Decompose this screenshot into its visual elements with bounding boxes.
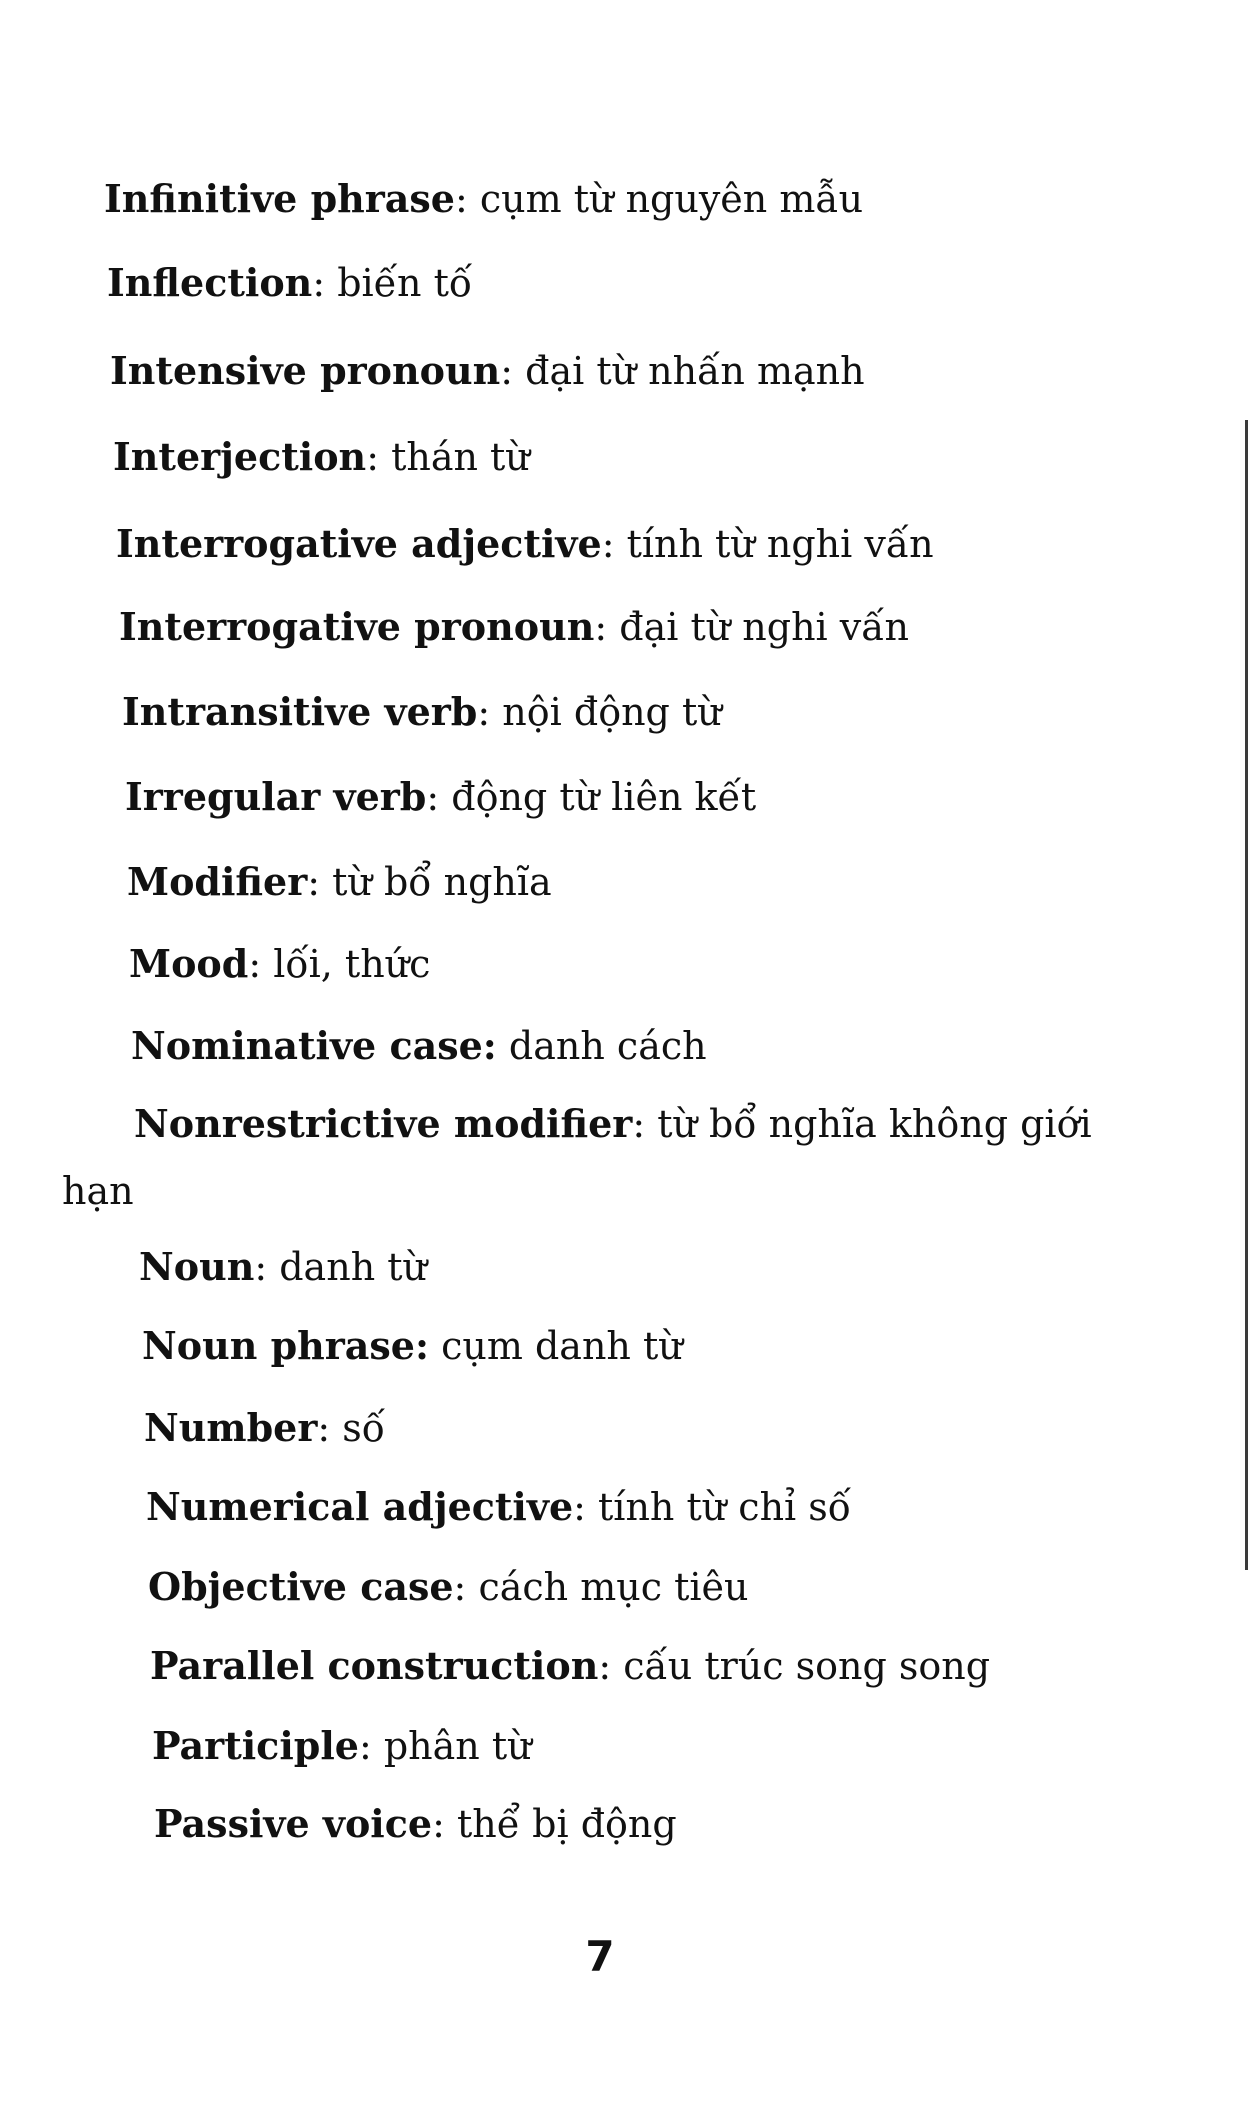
entry-term: Intransitive verb bbox=[122, 689, 478, 734]
entry-definition: tính từ chỉ số bbox=[598, 1485, 852, 1529]
entry-separator: : bbox=[601, 522, 627, 566]
glossary-entry bbox=[107, 259, 472, 307]
entry-definition-continuation: hạn bbox=[62, 1169, 134, 1213]
entry-definition: biến tố bbox=[337, 261, 473, 305]
entry-definition: danh từ bbox=[279, 1245, 427, 1289]
entry-term: Irregular verb bbox=[125, 774, 427, 819]
glossary-entry bbox=[142, 1322, 683, 1370]
entry-term: Nonrestrictive modifier bbox=[134, 1101, 633, 1146]
glossary-entry bbox=[125, 773, 756, 821]
entry-separator: : bbox=[312, 261, 338, 305]
glossary-entry bbox=[110, 347, 865, 395]
entry-term: Intensive pronoun bbox=[110, 348, 501, 393]
entry-term: Noun phrase: bbox=[142, 1323, 430, 1368]
entry-term: Objective case bbox=[148, 1564, 454, 1609]
entry-term: Inflection bbox=[107, 260, 313, 305]
entry-separator: : bbox=[573, 1485, 599, 1529]
entry-definition: phân từ bbox=[383, 1724, 532, 1768]
entry-separator: : bbox=[432, 1802, 457, 1846]
entry-separator: : bbox=[594, 605, 620, 649]
entry-term: Passive voice bbox=[154, 1801, 433, 1846]
entry-definition: cấu trúc song song bbox=[623, 1644, 991, 1688]
entry-separator: : bbox=[453, 1565, 479, 1609]
entry-term: Infinitive phrase bbox=[104, 176, 455, 221]
glossary-entry bbox=[104, 175, 863, 223]
entry-separator bbox=[497, 1024, 509, 1068]
entry-separator: : bbox=[248, 942, 274, 986]
entry-term: Parallel construction bbox=[150, 1643, 599, 1688]
entry-separator: : bbox=[426, 775, 452, 819]
glossary-entry bbox=[146, 1483, 851, 1531]
glossary-entry bbox=[144, 1404, 385, 1452]
entry-term: Interjection bbox=[113, 434, 367, 479]
entry-separator: : bbox=[366, 435, 392, 479]
glossary-entry bbox=[116, 520, 934, 568]
glossary-entry-wrapped bbox=[134, 1100, 1092, 1148]
glossary-entry bbox=[150, 1642, 990, 1690]
entry-term: Mood bbox=[129, 941, 249, 986]
entry-term: Numerical adjective bbox=[146, 1484, 574, 1529]
entry-definition: thể bị động bbox=[456, 1802, 677, 1846]
glossary-entry bbox=[127, 858, 552, 906]
glossary-entry bbox=[152, 1722, 532, 1770]
entry-term: Participle bbox=[152, 1723, 359, 1768]
entry-separator: : bbox=[358, 1724, 384, 1768]
glossary-entry bbox=[113, 433, 530, 481]
entry-separator: : bbox=[477, 690, 503, 734]
glossary-entry bbox=[122, 688, 722, 736]
entry-term: Interrogative adjective bbox=[116, 521, 602, 566]
entry-term: Interrogative pronoun bbox=[119, 604, 595, 649]
entry-definition: số bbox=[342, 1406, 385, 1450]
entry-term: Nominative case: bbox=[131, 1023, 497, 1068]
entry-definition: đại từ nghi vấn bbox=[619, 605, 910, 649]
entry-definition: lối, thức bbox=[273, 942, 431, 986]
entry-term: Number bbox=[144, 1405, 318, 1450]
entry-separator: : bbox=[454, 177, 480, 221]
entry-separator: : bbox=[500, 349, 526, 393]
glossary-entry bbox=[139, 1243, 427, 1291]
entry-definition: tính từ nghi vấn bbox=[626, 522, 934, 566]
entry-definition: cụm danh từ bbox=[441, 1324, 683, 1368]
entry-term: Noun bbox=[139, 1244, 255, 1289]
entry-definition: nội động từ bbox=[502, 690, 722, 734]
entry-separator bbox=[429, 1324, 441, 1368]
glossary-entry bbox=[154, 1800, 677, 1848]
entry-separator: : bbox=[632, 1102, 658, 1146]
entry-definition: cách mục tiêu bbox=[478, 1565, 749, 1609]
glossary-entry bbox=[129, 940, 430, 988]
entry-term: Modifier bbox=[127, 859, 308, 904]
glossary-entry bbox=[148, 1563, 748, 1611]
entry-separator: : bbox=[598, 1644, 624, 1688]
entry-definition: từ bổ nghĩa bbox=[332, 860, 552, 904]
entry-definition: từ bổ nghĩa không giới bbox=[657, 1102, 1092, 1146]
entry-definition: thán từ bbox=[391, 435, 530, 479]
glossary-entry-continuation bbox=[62, 1167, 134, 1215]
entry-definition: cụm từ nguyên mẫu bbox=[479, 177, 864, 221]
entry-separator: : bbox=[307, 860, 333, 904]
entry-definition: động từ liên kết bbox=[451, 775, 757, 819]
glossary-entry bbox=[119, 603, 909, 651]
entry-definition: đại từ nhấn mạnh bbox=[525, 349, 865, 393]
page-number: 7 bbox=[585, 1932, 615, 1981]
entry-definition: danh cách bbox=[508, 1024, 707, 1068]
glossary-entry bbox=[131, 1022, 707, 1070]
entry-separator: : bbox=[317, 1406, 343, 1450]
entry-separator: : bbox=[254, 1245, 280, 1289]
